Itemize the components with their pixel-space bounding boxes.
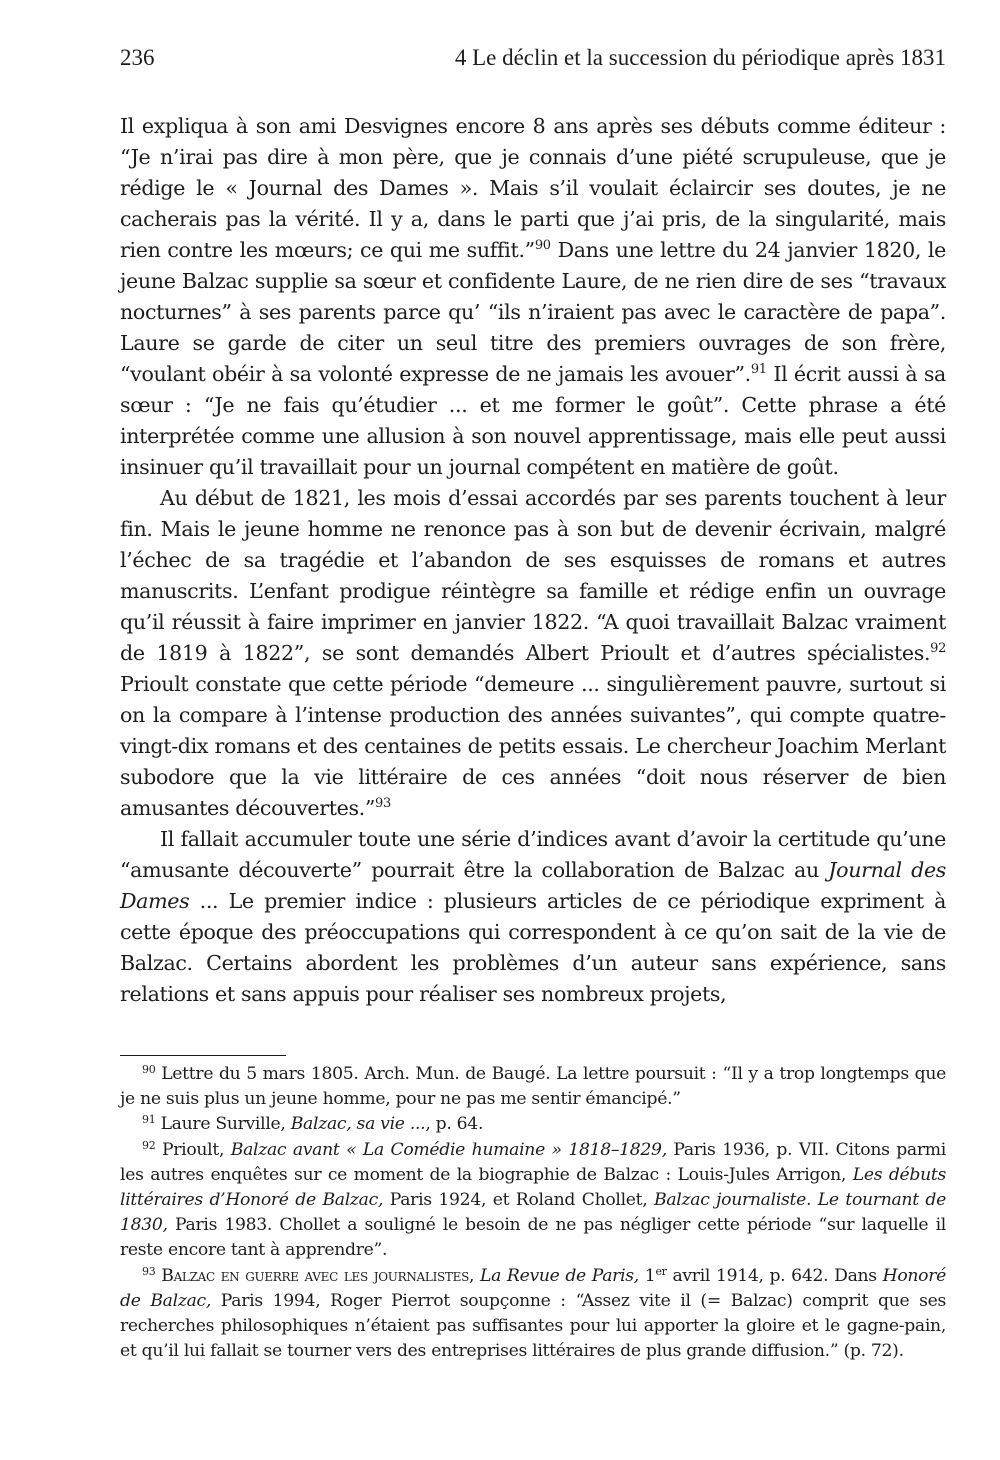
footnote-ref: 93: [375, 796, 391, 811]
paragraph: [120, 111, 946, 483]
text-span: , p. 64.: [425, 1114, 484, 1135]
text-span: Prioult constate que cette période “demeure ... singulièrement pauvre, surtout si on la compare à l’intense production des années suivantes”, qui compte quatre-vingt-dix romans et des centaines de petits essais. Le chercheur Joachim Merlant subodore que la vie littéraire de ces années “doit nous réserver de bien amusantes découvertes.”: [120, 672, 946, 820]
text-span: Paris 1983. Chollet a souligné le besoin de ne pas négliger cette période “sur laquelle il reste encore tant à apprendre”.: [120, 1215, 946, 1261]
text-span: Paris 1936, p. VII. Citons parmi les autres enquêtes sur ce moment de la biographie de Balzac : Louis-Jules Arrigon,: [120, 1139, 946, 1185]
text-span: Paris 1924, et Roland Chollet,: [383, 1190, 655, 1211]
italic-title: Les débuts littéraires d’Honoré de Balzac,: [120, 1164, 946, 1211]
italic-title: Balzac, sa vie ...: [290, 1114, 426, 1135]
footnote-91: [120, 1112, 946, 1137]
footnote-number: 91: [142, 1113, 156, 1127]
main-text: [120, 111, 946, 1010]
footnote-92: [120, 1138, 946, 1264]
italic-title: Balzac journaliste. Le tournant de 1830,: [120, 1190, 946, 1236]
footnote-number: 93: [142, 1264, 156, 1278]
text-span: Laure Surville,: [155, 1114, 291, 1135]
text-span: Dans une lettre du 24 janvier 1820, le jeune Balzac supplie sa sœur et confidente Laure, de ne rien dire de ses “travaux nocturnes” à ses parents parce qu’ “ils n’iraient pas avec le caractère de papa”. Laure se garde de citer un seul titre des premiers ouvrages de son frère, “voulant obéir à sa volonté expresse de ne jamais les avouer”.: [120, 238, 946, 386]
footnote-ref: 92: [930, 641, 946, 656]
footnote-number: 90: [142, 1063, 156, 1076]
footnote-ref: 91: [750, 362, 767, 377]
text-span: 1: [638, 1265, 656, 1286]
text-span: Il écrit aussi à sa sœur : “Je ne fais qu’étudier ... et me former le goût”. Cette phrase a été interprétée comme une allusion à son nouvel apprentissage, mais elle peut aussi insinuer qu’il travaillait pour un journal compétent en matière de goût.: [120, 362, 946, 479]
footnotes: [120, 1062, 946, 1364]
italic-title: Honoré de Balzac,: [120, 1265, 946, 1311]
footnote-rule: [120, 1055, 286, 1056]
text-span: Prioult,: [155, 1139, 231, 1160]
italic-title: La Revue de Paris,: [480, 1265, 639, 1286]
running-title: 4 Le déclin et la succession du périodique après 1831: [454, 45, 946, 70]
small-caps-title: Balzac en guerre avec les journalistes,: [155, 1265, 475, 1286]
text-span: avril 1914, p. 642. Dans: [666, 1265, 883, 1286]
text-span: Il fallait accumuler toute une série d’indices avant d’avoir la certitude qu’une “amusante découverte” pourrait être la collaboration de Balzac au: [120, 827, 946, 882]
footnote-ref: 90: [534, 238, 551, 253]
text-span: Lettre du 5 mars 1805. Arch. Mun. de Baugé. La lettre poursuit : “Il y a trop longtemps que je ne suis plus un jeune homme, pour ne pas me sentir émancipé.”: [120, 1064, 946, 1110]
text-span: ... Le premier indice : plusieurs articles de ce périodique expriment à cette époque des préoccupations qui correspondent à ce qu’on sait de la vie de Balzac. Certains abordent les problèmes d’un auteur sans expérience, sans relations et sans appuis pour réaliser ses nombreux projets,: [120, 889, 946, 1006]
running-header: [120, 38, 946, 78]
paragraph: [120, 824, 946, 1010]
footnote-number: 92: [142, 1138, 156, 1152]
text-span: Paris 1994, Roger Pierrot soupçonne : “Assez vite il (= Balzac) comprit que ses recherches philosophiques n’étaient pas suffisantes pour lui apporter la gloire et le gagne-pain, et qu’il lui fallait se tourner vers des entreprises littéraires de plus grande diffusion.” (p. 72).: [120, 1290, 947, 1362]
italic-title: Balzac avant « La Comédie humaine » 1818–1829,: [230, 1139, 667, 1160]
italic-title: Journal des Dames: [120, 858, 946, 913]
text-span: Il expliqua à son ami Desvignes encore 8 ans après ses débuts comme éditeur : “Je n’irai pas dire à mon père, que je connais d’une piété scrupuleuse, que je rédige le « Journal des Dames ». Mais s’il voulait éclaircir ses doutes, je ne cacherais pas la vérité. Il y a, dans le parti que j’ai pris, de la singularité, mais rien contre les mœurs; ce qui me suffit.”: [120, 114, 946, 262]
footnote-90: [120, 1062, 946, 1112]
paragraph: [120, 483, 946, 824]
ordinal-suffix: er: [655, 1264, 667, 1278]
footnote-93: [120, 1264, 946, 1365]
page-number: 236: [120, 45, 155, 70]
text-span: Au début de 1821, les mois d’essai accordés par ses parents touchent à leur fin. Mais le jeune homme ne renonce pas à son but de devenir écrivain, malgré l’échec de sa tragédie et l’abandon de ses esquisses de romans et autres manuscrits. L’enfant prodigue réintègre sa famille et rédige enfin un ouvrage qu’il réussit à faire imprimer en janvier 1822. “A quoi travaillait Balzac vraiment de 1819 à 1822”, se sont demandés Albert Prioult et d’autres spécialistes.: [120, 486, 946, 665]
